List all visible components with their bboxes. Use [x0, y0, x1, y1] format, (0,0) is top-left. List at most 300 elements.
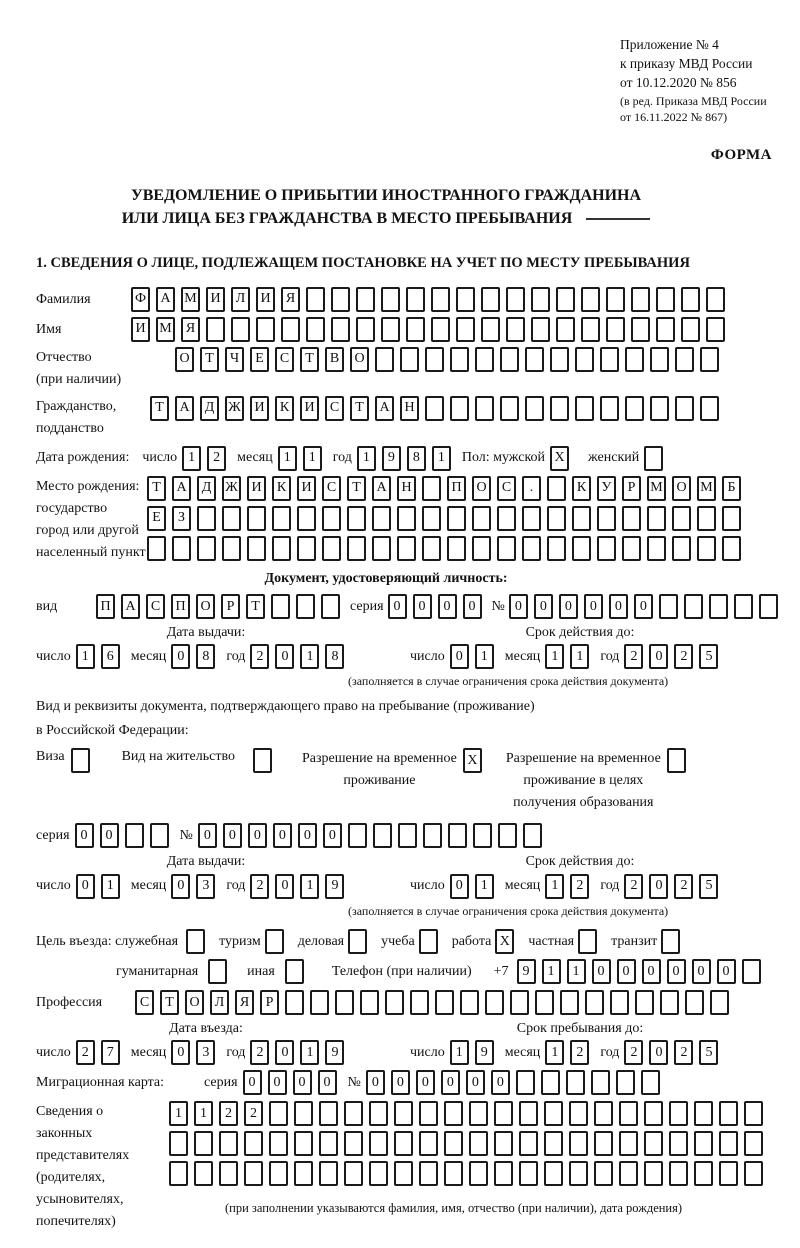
name-cell[interactable]: М	[156, 317, 175, 342]
patronymic-cell[interactable]: С	[275, 347, 294, 372]
representatives-cell[interactable]	[694, 1161, 713, 1186]
citizenship-cell[interactable]	[600, 396, 619, 421]
representatives-cell[interactable]	[369, 1161, 388, 1186]
name-cell[interactable]	[281, 317, 300, 342]
stay-month-cell[interactable]: 1	[545, 1040, 564, 1065]
surname-cell[interactable]: И	[256, 287, 275, 312]
citizenship-cell[interactable]	[550, 396, 569, 421]
doc-number-cell[interactable]: 0	[634, 594, 653, 619]
patronymic-cell[interactable]: Т	[300, 347, 319, 372]
surname-cell[interactable]: М	[181, 287, 200, 312]
surname-cell[interactable]	[581, 287, 600, 312]
stay-day-cell[interactable]: 1	[450, 1040, 469, 1065]
mcard-number-cell[interactable]	[591, 1070, 610, 1095]
permit-valid-month-cell[interactable]: 2	[570, 874, 589, 899]
doc-kind-cell[interactable]: О	[196, 594, 215, 619]
doc-number-cell[interactable]	[709, 594, 728, 619]
representatives-cell[interactable]	[394, 1101, 413, 1126]
birthplace-cell[interactable]: Н	[397, 476, 416, 501]
patronymic-cell[interactable]: В	[325, 347, 344, 372]
purpose-work-checkbox-cell[interactable]: X	[495, 929, 514, 954]
profession-cell[interactable]	[485, 990, 504, 1015]
surname-cell[interactable]	[681, 287, 700, 312]
birthplace-cell[interactable]	[472, 506, 491, 531]
profession-cell[interactable]	[435, 990, 454, 1015]
birthplace-cell[interactable]	[622, 536, 641, 561]
name-cell[interactable]: Я	[181, 317, 200, 342]
representatives-cell[interactable]	[319, 1131, 338, 1156]
patronymic-cell[interactable]	[500, 347, 519, 372]
birthplace-cell[interactable]	[547, 476, 566, 501]
citizenship-cell[interactable]	[700, 396, 719, 421]
birthplace-cell[interactable]: О	[672, 476, 691, 501]
representatives-cell[interactable]	[319, 1161, 338, 1186]
birthplace-cell[interactable]	[272, 506, 291, 531]
name-cell[interactable]: И	[131, 317, 150, 342]
profession-cell[interactable]	[585, 990, 604, 1015]
profession-cell[interactable]	[360, 990, 379, 1015]
name-cell[interactable]	[506, 317, 525, 342]
representatives-cell[interactable]	[169, 1161, 188, 1186]
representatives-cell[interactable]	[244, 1161, 263, 1186]
representatives-cell[interactable]	[444, 1161, 463, 1186]
representatives-cell[interactable]: 2	[219, 1101, 238, 1126]
representatives-cell[interactable]	[744, 1101, 763, 1126]
entry-year-cell[interactable]: 2	[250, 1040, 269, 1065]
birthplace-cell[interactable]	[497, 536, 516, 561]
name-cell[interactable]	[206, 317, 225, 342]
surname-cell[interactable]: И	[206, 287, 225, 312]
patronymic-cell[interactable]	[450, 347, 469, 372]
doc-kind-cell[interactable]	[321, 594, 340, 619]
birthplace-cell[interactable]: П	[447, 476, 466, 501]
patronymic-cell[interactable]	[650, 347, 669, 372]
representatives-cell[interactable]	[219, 1161, 238, 1186]
doc-kind-cell[interactable]: П	[96, 594, 115, 619]
stay-year-cell[interactable]: 2	[674, 1040, 693, 1065]
birthplace-cell[interactable]	[347, 536, 366, 561]
doc-issue-month-cell[interactable]: 8	[196, 644, 215, 669]
profession-cell[interactable]	[285, 990, 304, 1015]
representatives-cell[interactable]	[194, 1131, 213, 1156]
representatives-cell[interactable]	[394, 1161, 413, 1186]
birthplace-cell[interactable]: Е	[147, 506, 166, 531]
representatives-cell[interactable]	[394, 1131, 413, 1156]
birthplace-cell[interactable]	[147, 536, 166, 561]
permit-number-cell[interactable]	[448, 823, 467, 848]
birthplace-cell[interactable]	[247, 536, 266, 561]
name-cell[interactable]	[231, 317, 250, 342]
permit-valid-year-cell[interactable]: 2	[624, 874, 643, 899]
surname-cell[interactable]: Я	[281, 287, 300, 312]
patronymic-cell[interactable]	[575, 347, 594, 372]
phone-cell[interactable]: 0	[717, 959, 736, 984]
doc-valid-month-cell[interactable]: 1	[545, 644, 564, 669]
doc-issue-day-cell[interactable]: 1	[76, 644, 95, 669]
birthplace-cell[interactable]	[197, 506, 216, 531]
permit-issue-month-cell[interactable]: 0	[171, 874, 190, 899]
permit-number-cell[interactable]	[348, 823, 367, 848]
surname-cell[interactable]	[531, 287, 550, 312]
profession-cell[interactable]	[635, 990, 654, 1015]
citizenship-cell[interactable]	[675, 396, 694, 421]
patronymic-cell[interactable]	[625, 347, 644, 372]
name-cell[interactable]	[581, 317, 600, 342]
phone-cell[interactable]: 9	[517, 959, 536, 984]
name-cell[interactable]	[406, 317, 425, 342]
purpose-humanitarian-checkbox-cell[interactable]	[208, 959, 227, 984]
doc-number-cell[interactable]: 0	[584, 594, 603, 619]
entry-year-cell[interactable]: 9	[325, 1040, 344, 1065]
mcard-number-cell[interactable]: 0	[416, 1070, 435, 1095]
birthplace-cell[interactable]: М	[697, 476, 716, 501]
name-cell[interactable]	[531, 317, 550, 342]
patronymic-cell[interactable]	[425, 347, 444, 372]
permit-number-cell[interactable]	[523, 823, 542, 848]
patronymic-cell[interactable]	[700, 347, 719, 372]
birthplace-cell[interactable]	[422, 506, 441, 531]
mcard-number-cell[interactable]	[516, 1070, 535, 1095]
permit-valid-month-cell[interactable]: 1	[545, 874, 564, 899]
doc-kind-cell[interactable]: Р	[221, 594, 240, 619]
birthplace-cell[interactable]	[297, 506, 316, 531]
representatives-cell[interactable]	[169, 1131, 188, 1156]
citizenship-cell[interactable]: С	[325, 396, 344, 421]
doc-valid-day-cell[interactable]: 1	[475, 644, 494, 669]
patronymic-cell[interactable]	[375, 347, 394, 372]
doc-kind-cell[interactable]	[296, 594, 315, 619]
birth-day-cell[interactable]: 1	[182, 446, 201, 471]
birthplace-cell[interactable]	[222, 506, 241, 531]
citizenship-cell[interactable]	[425, 396, 444, 421]
representatives-cell[interactable]	[269, 1161, 288, 1186]
representatives-cell[interactable]	[669, 1161, 688, 1186]
birthplace-cell[interactable]: И	[247, 476, 266, 501]
birthplace-cell[interactable]	[322, 506, 341, 531]
representatives-cell[interactable]	[494, 1101, 513, 1126]
permit-valid-day-cell[interactable]: 0	[450, 874, 469, 899]
profession-cell[interactable]	[460, 990, 479, 1015]
permit-issue-day-cell[interactable]: 0	[76, 874, 95, 899]
representatives-cell[interactable]: 2	[244, 1101, 263, 1126]
representatives-cell[interactable]	[419, 1101, 438, 1126]
birthplace-cell[interactable]: Р	[622, 476, 641, 501]
doc-kind-cell[interactable]	[271, 594, 290, 619]
patronymic-cell[interactable]: Т	[200, 347, 219, 372]
profession-cell[interactable]: Т	[160, 990, 179, 1015]
profession-cell[interactable]	[560, 990, 579, 1015]
citizenship-cell[interactable]: Д	[200, 396, 219, 421]
mcard-number-cell[interactable]: 0	[441, 1070, 460, 1095]
representatives-cell[interactable]	[244, 1131, 263, 1156]
representatives-cell[interactable]	[594, 1161, 613, 1186]
doc-valid-year-cell[interactable]: 0	[649, 644, 668, 669]
name-cell[interactable]	[381, 317, 400, 342]
representatives-cell[interactable]	[344, 1161, 363, 1186]
name-cell[interactable]	[656, 317, 675, 342]
birthplace-cell[interactable]	[372, 536, 391, 561]
permit-number-cell[interactable]: 0	[198, 823, 217, 848]
patronymic-cell[interactable]: О	[175, 347, 194, 372]
citizenship-cell[interactable]	[500, 396, 519, 421]
birthplace-cell[interactable]	[722, 536, 741, 561]
name-cell[interactable]	[431, 317, 450, 342]
representatives-cell[interactable]	[619, 1101, 638, 1126]
representatives-cell[interactable]	[619, 1131, 638, 1156]
birthplace-cell[interactable]	[272, 536, 291, 561]
representatives-cell[interactable]	[719, 1101, 738, 1126]
representatives-cell[interactable]	[644, 1131, 663, 1156]
purpose-business-checkbox-cell[interactable]	[348, 929, 367, 954]
surname-cell[interactable]	[556, 287, 575, 312]
purpose-study-checkbox-cell[interactable]	[419, 929, 438, 954]
phone-cell[interactable]: 0	[592, 959, 611, 984]
representatives-cell[interactable]	[519, 1161, 538, 1186]
birthplace-cell[interactable]	[522, 506, 541, 531]
doc-series-cell[interactable]: 0	[438, 594, 457, 619]
permit-valid-year-cell[interactable]: 2	[674, 874, 693, 899]
citizenship-cell[interactable]	[625, 396, 644, 421]
doc-series-cell[interactable]: 0	[413, 594, 432, 619]
representatives-cell[interactable]	[294, 1101, 313, 1126]
representatives-cell[interactable]	[719, 1131, 738, 1156]
profession-cell[interactable]: Л	[210, 990, 229, 1015]
birthplace-cell[interactable]	[547, 536, 566, 561]
surname-cell[interactable]	[506, 287, 525, 312]
birthplace-cell[interactable]	[672, 506, 691, 531]
permit-valid-year-cell[interactable]: 5	[699, 874, 718, 899]
profession-cell[interactable]: Я	[235, 990, 254, 1015]
birthplace-cell[interactable]: Т	[347, 476, 366, 501]
doc-valid-month-cell[interactable]: 1	[570, 644, 589, 669]
surname-cell[interactable]	[606, 287, 625, 312]
stay-day-cell[interactable]: 9	[475, 1040, 494, 1065]
representatives-cell[interactable]	[494, 1131, 513, 1156]
representatives-cell[interactable]	[519, 1101, 538, 1126]
permit-issue-month-cell[interactable]: 3	[196, 874, 215, 899]
permit-number-cell[interactable]: 0	[248, 823, 267, 848]
name-cell[interactable]	[356, 317, 375, 342]
birthplace-cell[interactable]	[222, 536, 241, 561]
birthplace-cell[interactable]: К	[272, 476, 291, 501]
mcard-series-cell[interactable]: 0	[318, 1070, 337, 1095]
phone-cell[interactable]: 0	[667, 959, 686, 984]
doc-issue-day-cell[interactable]: 6	[101, 644, 120, 669]
mcard-number-cell[interactable]	[566, 1070, 585, 1095]
permit-issue-year-cell[interactable]: 2	[250, 874, 269, 899]
doc-issue-month-cell[interactable]: 0	[171, 644, 190, 669]
doc-kind-cell[interactable]: А	[121, 594, 140, 619]
surname-cell[interactable]	[631, 287, 650, 312]
profession-cell[interactable]	[685, 990, 704, 1015]
permit-number-cell[interactable]	[398, 823, 417, 848]
phone-cell[interactable]: 0	[617, 959, 636, 984]
phone-cell[interactable]	[742, 959, 761, 984]
entry-year-cell[interactable]: 0	[275, 1040, 294, 1065]
residence-permit-checkbox-cell[interactable]	[253, 748, 272, 773]
doc-issue-year-cell[interactable]: 0	[275, 644, 294, 669]
patronymic-cell[interactable]: Ч	[225, 347, 244, 372]
doc-kind-cell[interactable]: Т	[246, 594, 265, 619]
surname-cell[interactable]	[656, 287, 675, 312]
permit-issue-year-cell[interactable]: 1	[300, 874, 319, 899]
profession-cell[interactable]	[310, 990, 329, 1015]
patronymic-cell[interactable]	[525, 347, 544, 372]
entry-day-cell[interactable]: 2	[76, 1040, 95, 1065]
representatives-cell[interactable]	[269, 1101, 288, 1126]
birthplace-cell[interactable]: И	[297, 476, 316, 501]
surname-cell[interactable]	[381, 287, 400, 312]
representatives-cell[interactable]	[644, 1101, 663, 1126]
birthplace-cell[interactable]: О	[472, 476, 491, 501]
birthplace-cell[interactable]: М	[647, 476, 666, 501]
profession-cell[interactable]	[335, 990, 354, 1015]
permit-number-cell[interactable]	[373, 823, 392, 848]
representatives-cell[interactable]	[194, 1161, 213, 1186]
visa-checkbox-cell[interactable]	[71, 748, 90, 773]
representatives-cell[interactable]	[519, 1131, 538, 1156]
representatives-cell[interactable]	[619, 1161, 638, 1186]
birthplace-cell[interactable]	[572, 506, 591, 531]
doc-series-cell[interactable]: 0	[463, 594, 482, 619]
doc-kind-cell[interactable]: С	[146, 594, 165, 619]
profession-cell[interactable]: Р	[260, 990, 279, 1015]
birthplace-cell[interactable]	[722, 506, 741, 531]
profession-cell[interactable]	[710, 990, 729, 1015]
birthplace-cell[interactable]	[697, 506, 716, 531]
representatives-cell[interactable]	[219, 1131, 238, 1156]
permit-number-cell[interactable]: 0	[223, 823, 242, 848]
representatives-cell[interactable]	[369, 1101, 388, 1126]
surname-cell[interactable]	[706, 287, 725, 312]
doc-valid-year-cell[interactable]: 2	[624, 644, 643, 669]
birthplace-cell[interactable]	[322, 536, 341, 561]
entry-day-cell[interactable]: 7	[101, 1040, 120, 1065]
doc-series-cell[interactable]: 0	[388, 594, 407, 619]
representatives-cell[interactable]	[444, 1131, 463, 1156]
name-cell[interactable]	[706, 317, 725, 342]
birthplace-cell[interactable]	[347, 506, 366, 531]
birthplace-cell[interactable]	[647, 536, 666, 561]
temp-permit-checkbox-cell[interactable]: X	[463, 748, 482, 773]
doc-number-cell[interactable]	[684, 594, 703, 619]
doc-number-cell[interactable]: 0	[534, 594, 553, 619]
surname-cell[interactable]: А	[156, 287, 175, 312]
birthplace-cell[interactable]	[522, 536, 541, 561]
doc-number-cell[interactable]: 0	[559, 594, 578, 619]
stay-year-cell[interactable]: 5	[699, 1040, 718, 1065]
birthplace-cell[interactable]	[622, 506, 641, 531]
permit-series-cell[interactable]	[150, 823, 169, 848]
permit-number-cell[interactable]: 0	[323, 823, 342, 848]
representatives-cell[interactable]	[444, 1101, 463, 1126]
representatives-cell[interactable]: 1	[169, 1101, 188, 1126]
birthplace-cell[interactable]: Ж	[222, 476, 241, 501]
phone-cell[interactable]: 0	[692, 959, 711, 984]
profession-cell[interactable]: С	[135, 990, 154, 1015]
mcard-series-cell[interactable]: 0	[268, 1070, 287, 1095]
name-cell[interactable]	[331, 317, 350, 342]
citizenship-cell[interactable]: А	[375, 396, 394, 421]
sex-female-checkbox-cell[interactable]	[644, 446, 663, 471]
birth-year-cell[interactable]: 1	[432, 446, 451, 471]
citizenship-cell[interactable]	[575, 396, 594, 421]
purpose-other-checkbox-cell[interactable]	[285, 959, 304, 984]
doc-valid-year-cell[interactable]: 5	[699, 644, 718, 669]
permit-number-cell[interactable]	[423, 823, 442, 848]
citizenship-cell[interactable]: К	[275, 396, 294, 421]
birthplace-cell[interactable]: С	[497, 476, 516, 501]
representatives-cell[interactable]	[469, 1161, 488, 1186]
profession-cell[interactable]	[410, 990, 429, 1015]
patronymic-cell[interactable]	[400, 347, 419, 372]
profession-cell[interactable]	[510, 990, 529, 1015]
representatives-cell[interactable]: 1	[194, 1101, 213, 1126]
birthplace-cell[interactable]: З	[172, 506, 191, 531]
mcard-number-cell[interactable]: 0	[391, 1070, 410, 1095]
birth-year-cell[interactable]: 9	[382, 446, 401, 471]
surname-cell[interactable]	[356, 287, 375, 312]
representatives-cell[interactable]	[419, 1161, 438, 1186]
representatives-cell[interactable]	[669, 1131, 688, 1156]
birthplace-cell[interactable]	[547, 506, 566, 531]
doc-number-cell[interactable]	[659, 594, 678, 619]
representatives-cell[interactable]	[644, 1161, 663, 1186]
name-cell[interactable]	[606, 317, 625, 342]
name-cell[interactable]	[256, 317, 275, 342]
birthplace-cell[interactable]: .	[522, 476, 541, 501]
representatives-cell[interactable]	[594, 1101, 613, 1126]
doc-number-cell[interactable]: 0	[609, 594, 628, 619]
profession-cell[interactable]	[385, 990, 404, 1015]
patronymic-cell[interactable]	[675, 347, 694, 372]
name-cell[interactable]	[456, 317, 475, 342]
mcard-number-cell[interactable]: 0	[491, 1070, 510, 1095]
permit-number-cell[interactable]	[473, 823, 492, 848]
patronymic-cell[interactable]: Е	[250, 347, 269, 372]
birthplace-cell[interactable]: С	[322, 476, 341, 501]
permit-series-cell[interactable]	[125, 823, 144, 848]
representatives-cell[interactable]	[719, 1161, 738, 1186]
mcard-series-cell[interactable]: 0	[293, 1070, 312, 1095]
stay-year-cell[interactable]: 0	[649, 1040, 668, 1065]
doc-valid-day-cell[interactable]: 0	[450, 644, 469, 669]
entry-month-cell[interactable]: 3	[196, 1040, 215, 1065]
representatives-cell[interactable]	[594, 1131, 613, 1156]
permit-series-cell[interactable]: 0	[75, 823, 94, 848]
purpose-private-checkbox-cell[interactable]	[578, 929, 597, 954]
mcard-series-cell[interactable]: 0	[243, 1070, 262, 1095]
citizenship-cell[interactable]	[475, 396, 494, 421]
birthplace-cell[interactable]	[297, 536, 316, 561]
name-cell[interactable]	[481, 317, 500, 342]
surname-cell[interactable]	[406, 287, 425, 312]
phone-cell[interactable]: 1	[542, 959, 561, 984]
birthplace-cell[interactable]	[397, 506, 416, 531]
representatives-cell[interactable]	[694, 1101, 713, 1126]
citizenship-cell[interactable]: Т	[350, 396, 369, 421]
entry-year-cell[interactable]: 1	[300, 1040, 319, 1065]
birthplace-cell[interactable]	[372, 506, 391, 531]
purpose-transit-checkbox-cell[interactable]	[661, 929, 680, 954]
birthplace-cell[interactable]	[597, 536, 616, 561]
birthplace-cell[interactable]	[247, 506, 266, 531]
sex-male-checkbox-cell[interactable]: X	[550, 446, 569, 471]
birthplace-cell[interactable]	[172, 536, 191, 561]
representatives-cell[interactable]	[744, 1131, 763, 1156]
representatives-cell[interactable]	[294, 1131, 313, 1156]
doc-number-cell[interactable]	[734, 594, 753, 619]
